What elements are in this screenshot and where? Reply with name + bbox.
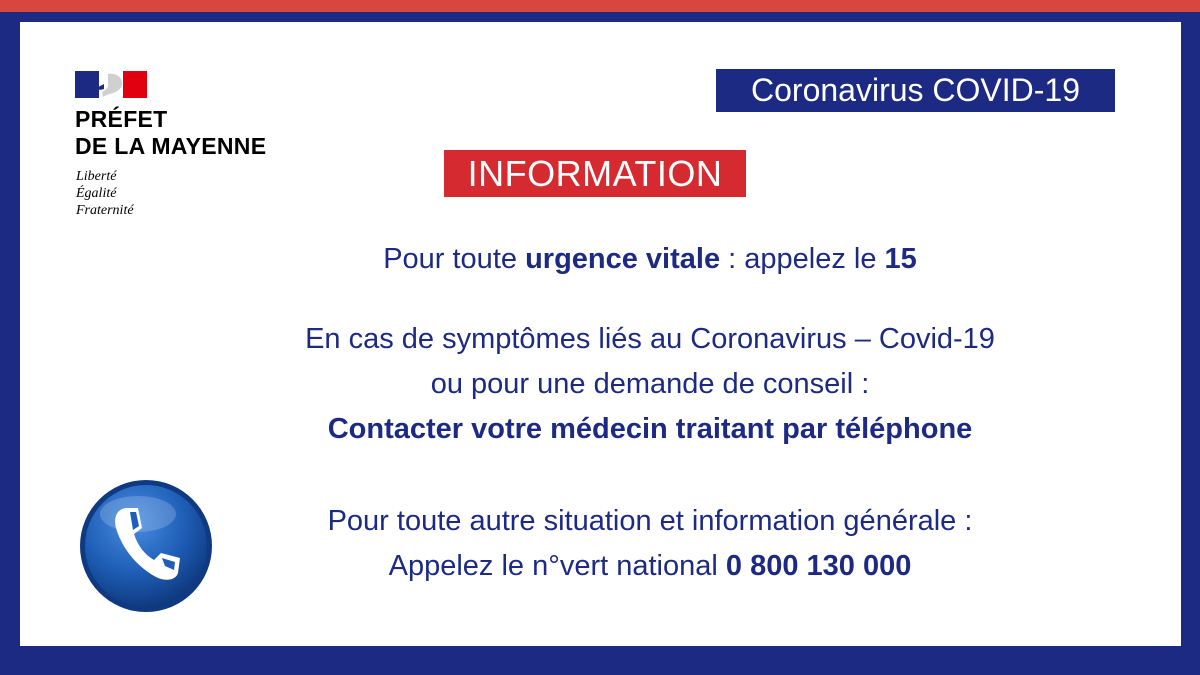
- hotline-line: [170, 544, 1130, 589]
- emergency-line: [170, 237, 1130, 282]
- motto-egalite: Égalité: [76, 186, 117, 201]
- marianne-flag-icon: [75, 71, 147, 98]
- other-situation-line: Pour toute autre situation et information générale :: [327, 505, 973, 537]
- information-badge: INFORMATION: [444, 150, 746, 197]
- prefecture-title: PRÉFET DE LA MAYENNE: [75, 106, 267, 159]
- motto-fraternite: Fraternité: [76, 203, 134, 218]
- symptoms-line: En cas de symptômes liés au Coronavirus – Covid-19: [305, 323, 995, 355]
- contact-doctor-line: Contacter votre médecin traitant par téléphone: [327, 413, 973, 445]
- republic-motto: [76, 168, 196, 219]
- motto-liberte: Liberté: [76, 169, 117, 184]
- phone-icon: [78, 478, 214, 618]
- advice-line: ou pour une demande de conseil :: [430, 368, 870, 400]
- emergency-pre: Pour toute: [383, 243, 526, 275]
- covid-badge: Coronavirus COVID-19: [716, 69, 1115, 112]
- hotline-pre: Appelez le n°vert national: [388, 550, 726, 582]
- emergency-number: 15: [884, 243, 917, 275]
- emergency-mid: : appelez le: [720, 243, 885, 275]
- poster-panel: [20, 22, 1181, 646]
- hotline-number: 0 800 130 000: [725, 550, 912, 582]
- emergency-bold: urgence vitale: [525, 243, 721, 275]
